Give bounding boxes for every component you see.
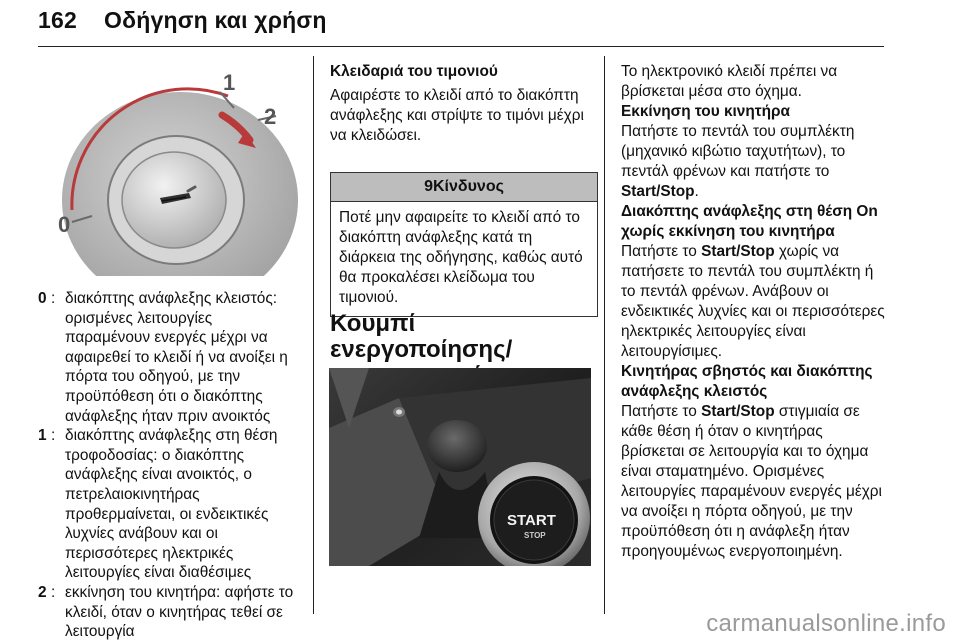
figure-label-1: 1 <box>223 70 236 95</box>
header-rule <box>38 46 884 47</box>
legend-sep: : <box>51 583 56 601</box>
steering-lock-text: Αφαιρέστε το κλειδί από το διακόπτη ανάφλεξης και στρίψτε το τιμόνι μέχρι να κλειδώσει. <box>330 87 584 144</box>
engine-start-text-b: . <box>694 183 699 200</box>
ignition-on-text-a: Πατήστε το <box>621 243 702 260</box>
figure-legend <box>38 289 298 642</box>
legend-key: 2 <box>38 583 47 601</box>
page-title: Οδήγηση και χρήση <box>104 7 327 33</box>
start-stop-term: Start/Stop <box>701 403 775 420</box>
legend-sep: : <box>51 290 56 307</box>
stop-button-label: STOP <box>524 531 546 540</box>
start-stop-text-column <box>621 62 885 562</box>
legend-text: διακόπτης ανάφλεξης κλειστός: ορισμένες λειτουργίες παραμένουν ενεργές μέχρι να αφαιρεθεί το κλειδί ή να ανοίξει η πόρτα του οδηγού, με την προϋπόθεση ότι ο διακόπτης ανάφλεξης ήταν πριν ανοικτός <box>65 290 288 425</box>
engine-off-text <box>621 402 885 562</box>
steering-lock-section <box>330 62 598 146</box>
page-header <box>38 7 327 34</box>
ignition-on-heading: Διακόπτης ανάφλεξης στη θέση On χωρίς εκκίνηση του κινητήρα <box>621 203 878 240</box>
ignition-switch-figure <box>38 60 298 276</box>
legend-text: εκκίνηση του κινητήρα: αφήστε το κλειδί, όταν ο κινητήρας τεθεί σε λειτουργία <box>65 583 294 641</box>
legend-item-2 <box>38 583 298 642</box>
legend-key: 0 <box>38 290 47 307</box>
ignition-switch-illustration <box>38 60 298 276</box>
danger-box-text: Ποτέ μην αφαιρείτε το κλειδί από το διακόπτη ανάφλεξης κατά τη διάρκεια της οδήγησης, καθώς αυτό θα προκαλέσει κλείδωμα του τιμονιού. <box>339 209 583 306</box>
engine-off-heading: Κινητήρας σβηστός και διακόπτης ανάφλεξης κλειστός <box>621 363 873 400</box>
ignition-on-text <box>621 242 885 362</box>
start-stop-term: Start/Stop <box>701 243 775 260</box>
page-number: 162 <box>38 7 77 33</box>
legend-item-0 <box>38 289 298 426</box>
figure-label-0: 0 <box>58 212 71 237</box>
ignition-on-text-b: χωρίς να πατήσετε το πεντάλ του συμπλέκτη ή το πεντάλ φρένων. Ανάβουν οι ενδεικτικές λυχνίες και οι περισσότερες ηλεκτρικές λειτουργίες είναι λειτουργίσιμες. <box>621 243 885 360</box>
start-stop-photo <box>329 368 591 566</box>
column-divider-2 <box>604 56 605 614</box>
column-divider-1 <box>313 56 314 614</box>
start-stop-section-heading: Κουμπί ενεργοποίησης/ <box>330 310 513 363</box>
legend-sep: : <box>51 427 56 445</box>
figure-label-2: 2 <box>264 104 277 129</box>
warning-triangle-icon: 9 <box>424 178 433 195</box>
watermark: carmanualsonline.info <box>706 610 946 637</box>
engine-off-text-a: Πατήστε το <box>621 403 702 420</box>
engine-start-heading: Εκκίνηση του κινητήρα <box>621 103 791 120</box>
engine-start-text <box>621 122 885 202</box>
legend-item-1 <box>38 426 298 583</box>
start-button-label: START <box>507 512 556 529</box>
legend-key: 1 <box>38 427 47 445</box>
console-illustration <box>329 368 591 566</box>
intro-text: Το ηλεκτρονικό κλειδί πρέπει να βρίσκεται μέσα στο όχημα. <box>621 63 838 100</box>
engine-start-text-a: Πατήστε το πεντάλ του συμπλέκτη (μηχανικό κιβώτιο ταχυτήτων), το πεντάλ φρένων και πατήστε το <box>621 123 855 180</box>
danger-box <box>330 172 598 317</box>
engine-off-text-b: στιγμιαία σε κάθε θέση ή όταν ο κινητήρας βρίσκεται σε λειτουργία και το όχημα είναι σταματημένο. Ορισμένες λειτουργίες παραμένουν ενεργές μέχρι να ανοίξει η πόρτα οδηγού, με την προϋπόθεση ότι η ανάφλεξη ήταν προηγουμένως ενεργοποιημένη. <box>621 403 882 560</box>
start-stop-term: Start/Stop <box>621 183 695 200</box>
danger-box-title: Κίνδυνος <box>433 178 504 195</box>
steering-lock-heading: Κλειδαριά του τιμονιού <box>330 63 498 80</box>
danger-box-header <box>331 173 597 202</box>
legend-text: διακόπτης ανάφλεξης στη θέση τροφοδοσίας: ο διακόπτης ανάφλεξης είναι ανοικτός, ο πετρελαιοκινητήρας προθερμαίνεται, οι ενδεικτικές λυχνίες ανάβουν και οι περισσότερες ηλεκτρικές λειτουργίες είναι διαθέσιμες <box>65 427 278 582</box>
